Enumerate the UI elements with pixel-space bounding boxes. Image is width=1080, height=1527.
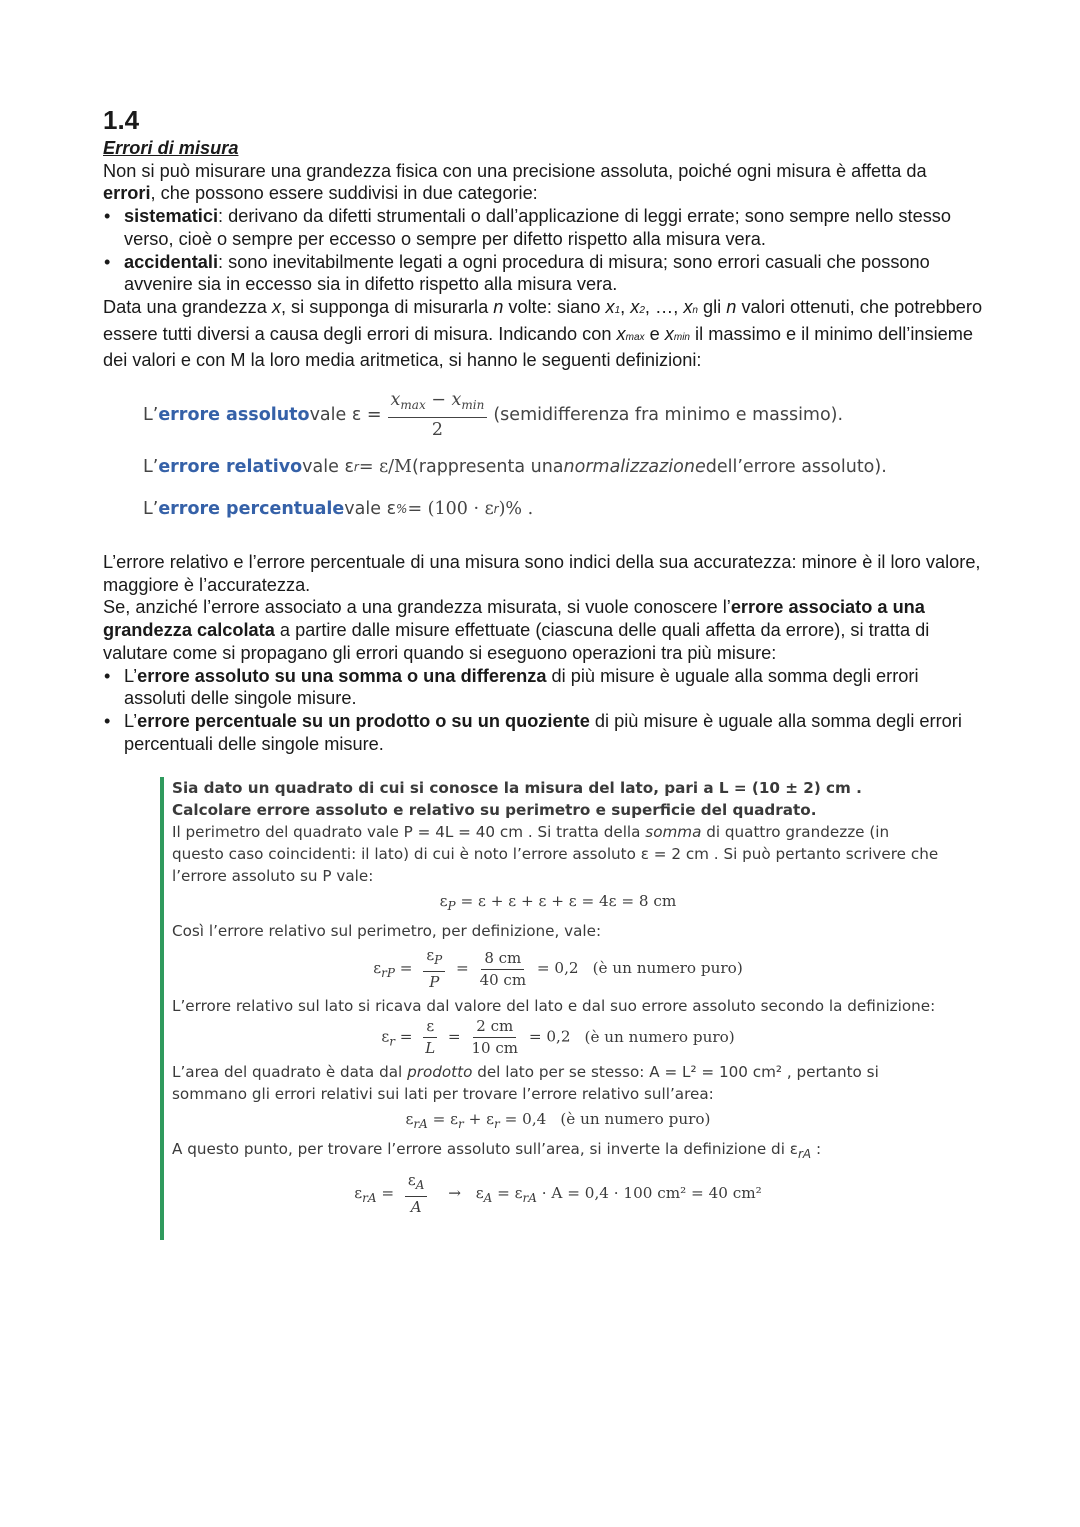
numerator: [423, 946, 445, 972]
text: del lato per se stesso: A = L² = 100 cm² , pertanto si sommano gli errori relativi sui lati per trovare l’errore relativo sull’area:: [172, 1063, 879, 1103]
subscript: n: [692, 304, 698, 316]
var-xmax: x: [616, 323, 626, 344]
var-x2: x: [630, 296, 640, 317]
denominator: A: [410, 1198, 422, 1216]
symbol: ε: [373, 959, 382, 977]
text: L’: [143, 457, 159, 477]
keyword: errore percentuale: [158, 499, 345, 519]
category-term: sistematici: [124, 206, 219, 227]
formula: = (100 · ε: [407, 499, 494, 519]
symbol: ε: [381, 1027, 390, 1046]
equation-side-rel-error: $\varepsilon_r$ = $\frac{\varepsilon}{L}$ = $\frac{2 cm}{10 cm}$ = 0,2 (è un numero puro): [381, 1017, 735, 1057]
worked-example: [160, 777, 944, 1240]
text: L’: [124, 665, 138, 686]
subscript: max: [625, 331, 645, 343]
data-paragraph: [103, 296, 983, 372]
var-xmin: x: [664, 323, 674, 344]
subscript: rA: [797, 1147, 812, 1161]
subscript: rP: [381, 966, 395, 980]
var-x1: x: [605, 296, 615, 317]
propagation-rules: [103, 665, 983, 756]
formula: = ε: [492, 1184, 523, 1202]
absolute-error-fraction: [388, 389, 488, 441]
formula: = ε + ε + ε + ε = 4ε = 8 cm: [455, 892, 677, 910]
text: gli: [697, 296, 727, 317]
keyword: errore relativo: [158, 457, 303, 477]
definition-percent-error: [143, 492, 1003, 526]
keyword: errore assoluto: [158, 405, 310, 425]
section-title: Errori di misura: [103, 138, 239, 158]
fraction: [405, 1171, 427, 1217]
section-number: 1.4: [103, 105, 140, 135]
var-xn: x: [683, 296, 693, 317]
definition-absolute-error: [143, 385, 1003, 445]
fraction: [480, 949, 526, 990]
result: = 0,2: [528, 1027, 571, 1046]
numerator: [405, 1171, 427, 1197]
intro-text-b: , che possono essere suddivisi in due categorie:: [150, 183, 538, 204]
var-x: x: [271, 296, 281, 317]
subscript: max: [400, 398, 426, 412]
var-n: n: [493, 296, 504, 317]
main-text: [103, 103, 983, 372]
emphasis: prodotto: [407, 1063, 473, 1081]
intro-paragraph: [103, 160, 983, 205]
category-text: : sono inevitabilmente legati a ogni procedura di misura; sono errori casuali che possono avvenire sia in eccesso sia in difetto rispetto alla misura vera.: [124, 251, 930, 295]
formula: · A = 0,4 · 100 cm² = 40 cm²: [536, 1184, 762, 1202]
text: L’: [124, 710, 138, 731]
keyword: errore assoluto su una somma o una differenza: [137, 665, 547, 686]
text: dell’errore assoluto).: [705, 457, 887, 477]
emphasis: somma: [645, 823, 702, 841]
perimeter-paragraph: [172, 821, 944, 887]
text: di più misure è uguale alla somma degli errori assoluti delle singole misure.: [124, 665, 919, 709]
numerator: 8 cm: [481, 949, 524, 970]
text: :: [811, 1140, 822, 1158]
text: L’: [143, 499, 159, 519]
fraction: [423, 1017, 437, 1058]
fraction: [472, 1017, 518, 1058]
subscript: r: [389, 1034, 395, 1049]
formula: + ε: [463, 1110, 495, 1128]
subscript: rA: [362, 1191, 377, 1205]
category-item: [103, 251, 983, 296]
section-title-line: [103, 137, 983, 160]
propagation-text: [103, 551, 983, 755]
text: vale ε: [344, 499, 397, 519]
intro-keyword: errori: [103, 183, 151, 204]
denominator: 40 cm: [479, 970, 527, 989]
text: Se, anziché l’errore associato a una grandezza misurata, si vuole conoscere l’: [103, 597, 731, 618]
keyword: errore percentuale su un prodotto o su un quoziente: [137, 710, 590, 731]
subscript: rA: [413, 1117, 428, 1131]
denominator: L: [425, 1039, 436, 1057]
var: x: [390, 390, 401, 410]
category-item: [103, 205, 983, 250]
subscript: A: [415, 1178, 425, 1192]
example-statement: Sia dato un quadrato di cui si conosce la misura del lato, pari a L = (10 ± 2) cm . Calcolare errore assoluto e relativo su perimetro e superficie del quadrato.: [172, 779, 862, 819]
symbol: ε: [405, 1110, 414, 1128]
text: vale ε =: [309, 405, 382, 425]
subscript: r: [494, 1117, 500, 1131]
text: e: [644, 323, 665, 344]
inverse-text: [172, 1138, 944, 1165]
symbol: ε: [354, 1184, 363, 1202]
result: = 0,4: [499, 1110, 547, 1128]
definition-relative-error: [143, 450, 1003, 484]
equation-perimeter-abs-error: [172, 890, 944, 917]
subscript: r: [458, 1117, 464, 1131]
text: , si supponga di misurarla: [280, 296, 494, 317]
arrow-icon: →: [448, 1184, 461, 1202]
intro-text-a: Non si può misurare una grandezza fisica con una precisione assoluta, poiché ogni misura è affetta da: [103, 160, 927, 181]
propagation-paragraph: [103, 596, 983, 664]
definitions-block: [143, 385, 1003, 526]
denominator: 10 cm: [471, 1039, 518, 1057]
formula: = ε: [427, 1110, 459, 1128]
area-paragraph: [172, 1061, 944, 1105]
category-text: : derivano da difetti strumentali o dall’applicazione di leggi errate; sono sempre nello stesso verso, cioè o sempre per eccesso o sempre per difetto rispetto alla misura vera.: [124, 206, 951, 249]
relative-side-text: L’errore relativo sul lato si ricava dal valore del lato e dal suo errore assoluto secondo la definizione:: [172, 997, 936, 1015]
note: (è un numero puro): [584, 1027, 735, 1046]
numerator: [388, 389, 488, 418]
subscript: r: [353, 460, 359, 474]
var: − x: [425, 390, 462, 410]
accuracy-paragraph: L’errore relativo e l’errore percentuale di una misura sono indici della sua accuratezza: minore è il loro valore, maggiore è l’accuratezza.: [103, 552, 981, 595]
text: volte: siano: [503, 296, 606, 317]
text: di più misure è uguale alla somma degli errori percentuali delle singole misure.: [124, 710, 962, 754]
text: , …,: [644, 296, 684, 317]
rule-item: [103, 665, 983, 710]
formula: )% .: [498, 499, 534, 519]
subscript: rA: [522, 1191, 537, 1205]
rule-item: [103, 710, 983, 755]
result: = 0,2: [536, 959, 579, 977]
error-categories: [103, 205, 983, 296]
emphasis: normalizzazione: [563, 457, 706, 477]
note: (è un numero puro): [592, 959, 743, 977]
text: valori ottenuti, che potrebbero essere tutti diversi a causa degli errori di misura. Indicando con: [103, 296, 983, 344]
numerator: 2 cm: [473, 1017, 516, 1038]
text: (rappresenta una: [411, 457, 564, 477]
denominator: 2: [431, 420, 444, 440]
subscript: P: [434, 953, 443, 967]
symbol: ε: [439, 892, 448, 910]
equation-area-rel-error: [172, 1108, 944, 1135]
denominator: P: [429, 973, 440, 991]
subscript: P: [447, 899, 456, 913]
text: Il perimetro del quadrato vale P = 4L = 40 cm . Si tratta della: [172, 823, 646, 841]
equation-area-abs-error: $\varepsilon_{rA}$ = $\frac{\varepsilon_A}{A}$ → $\varepsilon_A = \varepsilon_{rA} \cdot A = 0,4 \cdot 100$ cm² = 40 cm²: [354, 1171, 762, 1216]
symbol: ε: [426, 946, 435, 964]
text: il massimo e il minimo dell’insieme dei valori e con M la loro media aritmetica, si hanno le seguenti definizioni:: [103, 323, 973, 371]
text: (semidifferenza fra minimo e massimo).: [493, 405, 844, 425]
subscript: r: [493, 502, 499, 516]
symbol: ε: [407, 1171, 416, 1189]
keyword: errore associato a una grandezza calcolata: [103, 597, 925, 641]
text: L’area del quadrato è data dal: [172, 1063, 408, 1081]
text: A questo punto, per trovare l’errore assoluto sull’area, si inverte la definizione di ε: [172, 1140, 798, 1158]
subscript: min: [673, 331, 690, 343]
subscript: 1: [614, 304, 621, 316]
text: Data una grandezza: [103, 296, 272, 317]
text: vale ε: [302, 457, 354, 477]
relative-perimeter-text: Così l’errore relativo sul perimetro, per definizione, vale:: [172, 922, 602, 940]
symbol: ε: [475, 1184, 484, 1202]
equation-perimeter-rel-error: $\varepsilon_{rP}$ = $\frac{\varepsilon_P}{P}$ = $\frac{8 cm}{40 cm}$ = 0,2 (è un numero puro): [373, 946, 743, 991]
category-term: accidentali: [124, 251, 219, 272]
subscript: %: [396, 502, 408, 516]
fraction: [423, 946, 445, 992]
subscript: min: [461, 398, 485, 412]
text: a partire dalle misure effettuate (ciascuna delle quali affetta da errore), si tratta di valutare come si propagano gli errori quando si eseguono operazioni tra più misure:: [103, 620, 930, 663]
text: di quattro grandezze (in questo caso coincidenti: il lato) di cui è noto l’errore assoluto ε = 2 cm . Si può pertanto scrivere che l’errore assoluto su P vale:: [172, 823, 939, 885]
numerator: ε: [423, 1017, 437, 1038]
text: L’: [143, 405, 159, 425]
note: (è un numero puro): [560, 1110, 711, 1128]
formula: = ε/M: [358, 457, 412, 477]
var-n: n: [726, 296, 737, 317]
subscript: A: [483, 1191, 493, 1205]
subscript: 2: [639, 304, 645, 316]
text: ,: [620, 296, 631, 317]
